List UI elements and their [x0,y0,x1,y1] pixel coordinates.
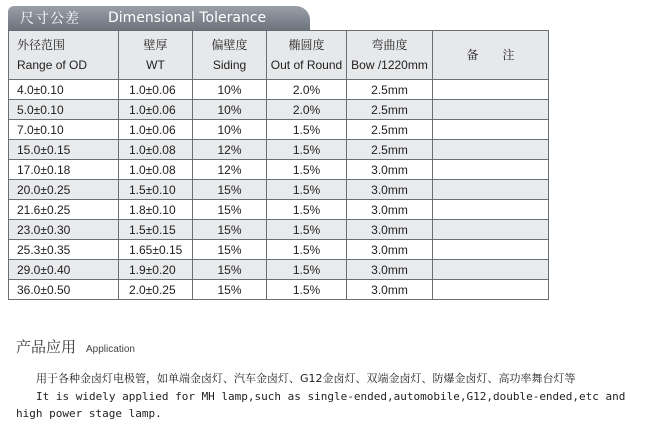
application-title-cn: 产品应用 [16,338,77,356]
cell-bow: 3.0mm [347,220,433,240]
cell-bow: 2.5mm [347,120,433,140]
cell-wt: 1.65±0.15 [119,240,193,260]
section-title-bar [8,6,310,30]
cell-remarks [433,280,549,300]
cell-remarks [433,140,549,160]
cell-od: 4.0±0.10 [9,80,119,100]
cell-wt: 1.0±0.08 [119,140,193,160]
cell-bow: 3.0mm [347,180,433,200]
title-cn: 尺寸公差 [20,11,80,27]
cell-siding: 15% [193,260,267,280]
cell-out-of-round: 1.5% [267,120,347,140]
cell-wt: 1.0±0.06 [119,100,193,120]
cell-out-of-round: 1.5% [267,160,347,180]
cell-bow: 2.5mm [347,140,433,160]
cell-siding: 15% [193,200,267,220]
cell-od: 21.6±0.25 [9,200,119,220]
application-text-en: It is widely applied for MH lamp,such as single-ended,automobile,G12,double-ended,etc and high power stage lamp. [16,390,626,420]
cell-remarks [433,180,549,200]
header-remarks: 备 注 [433,31,549,80]
table-row [9,120,549,140]
cell-od: 25.3±0.35 [9,240,119,260]
cell-bow: 3.0mm [347,240,433,260]
cell-od: 29.0±0.40 [9,260,119,280]
table-row [9,140,549,160]
cell-siding: 12% [193,140,267,160]
cell-siding: 10% [193,120,267,140]
cell-wt: 1.5±0.15 [119,220,193,240]
cell-od: 23.0±0.30 [9,220,119,240]
application-heading [16,336,135,357]
application-text-cn: 用于各种金卤灯电极管，如单端金卤灯、汽车金卤灯、G12金卤灯、双端金卤灯、防爆金卤灯、高功率舞台灯等 [36,372,576,385]
cell-out-of-round: 2.0% [267,100,347,120]
cell-out-of-round: 1.5% [267,200,347,220]
table-header-row [9,31,549,80]
cell-out-of-round: 1.5% [267,240,347,260]
cell-siding: 10% [193,80,267,100]
header-wt: 壁厚 WT [119,31,193,80]
cell-wt: 1.8±0.10 [119,200,193,220]
cell-siding: 15% [193,220,267,240]
cell-od: 20.0±0.25 [9,180,119,200]
cell-bow: 3.0mm [347,160,433,180]
title-en: Dimensional Tolerance [108,10,267,26]
cell-bow: 2.5mm [347,100,433,120]
cell-out-of-round: 1.5% [267,140,347,160]
tolerance-table [8,30,549,300]
table-row [9,240,549,260]
cell-bow: 3.0mm [347,260,433,280]
header-out-of-round: 椭圆度 Out of Round [267,31,347,80]
cell-siding: 15% [193,280,267,300]
cell-remarks [433,220,549,240]
cell-siding: 15% [193,180,267,200]
cell-remarks [433,100,549,120]
cell-od: 17.0±0.18 [9,160,119,180]
cell-od: 36.0±0.50 [9,280,119,300]
cell-bow: 3.0mm [347,280,433,300]
cell-wt: 1.0±0.06 [119,80,193,100]
cell-remarks [433,200,549,220]
cell-remarks [433,80,549,100]
cell-out-of-round: 1.5% [267,220,347,240]
cell-wt: 2.0±0.25 [119,280,193,300]
table-row [9,160,549,180]
table-row [9,200,549,220]
table-row [9,100,549,120]
table-row [9,220,549,240]
cell-od: 5.0±0.10 [9,100,119,120]
cell-out-of-round: 2.0% [267,80,347,100]
cell-remarks [433,160,549,180]
table-row [9,280,549,300]
cell-bow: 3.0mm [347,200,433,220]
table-row [9,80,549,100]
cell-remarks [433,260,549,280]
header-bow: 弯曲度 Bow /1220mm [347,31,433,80]
table-row [9,260,549,280]
cell-remarks [433,240,549,260]
cell-out-of-round: 1.5% [267,180,347,200]
cell-od: 7.0±0.10 [9,120,119,140]
cell-wt: 1.0±0.08 [119,160,193,180]
cell-wt: 1.9±0.20 [119,260,193,280]
cell-siding: 10% [193,100,267,120]
cell-siding: 12% [193,160,267,180]
cell-out-of-round: 1.5% [267,260,347,280]
cell-siding: 15% [193,240,267,260]
cell-out-of-round: 1.5% [267,280,347,300]
header-siding: 偏壁度 Siding [193,31,267,80]
cell-remarks [433,120,549,140]
cell-wt: 1.0±0.06 [119,120,193,140]
cell-od: 15.0±0.15 [9,140,119,160]
cell-wt: 1.5±0.10 [119,180,193,200]
cell-bow: 2.5mm [347,80,433,100]
application-title-en: Application [86,344,135,355]
table-row [9,180,549,200]
header-od: 外径范围 Range of OD [9,31,119,80]
